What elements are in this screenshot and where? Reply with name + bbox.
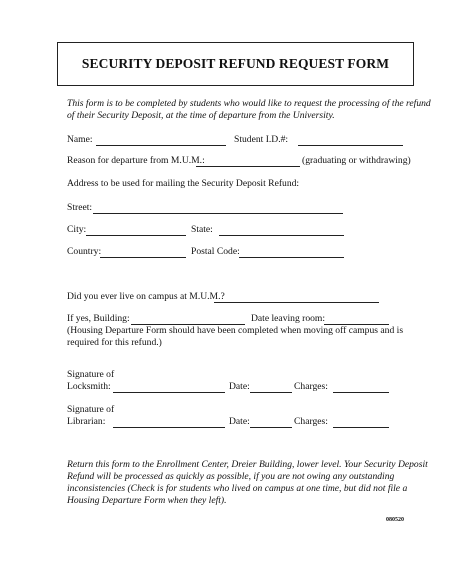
- form-code: 080520: [386, 517, 404, 523]
- building-label: If yes, Building:: [67, 313, 130, 324]
- state-label: State:: [191, 224, 213, 235]
- librarian-signature-line[interactable]: [113, 427, 225, 428]
- country-field-line[interactable]: [100, 257, 186, 258]
- date-leaving-room-label: Date leaving room:: [251, 313, 326, 324]
- name-field-line[interactable]: [96, 145, 226, 146]
- form-title: SECURITY DEPOSIT REFUND REQUEST FORM: [81, 56, 390, 71]
- reason-label: Reason for departure from M.U.M.:: [67, 155, 205, 166]
- campus-answer-line[interactable]: [214, 302, 379, 303]
- locksmith-charges-line[interactable]: [333, 392, 389, 393]
- name-label: Name:: [67, 134, 93, 145]
- footer-line-4: Housing Departure Form when they left).: [67, 495, 227, 506]
- footer-line-2: Refund will be processed as quickly as possible, if you are not owing any outstanding: [67, 471, 395, 482]
- state-field-line[interactable]: [219, 235, 344, 236]
- librarian-signature-of: Signature of: [67, 404, 115, 415]
- intro-line-1: This form is to be completed by students who would like to request the processing of the refund: [67, 98, 431, 109]
- address-heading: Address to be used for mailing the Security Deposit Refund:: [67, 178, 300, 189]
- postal-code-label: Postal Code:: [191, 246, 240, 257]
- librarian-charges-label: Charges:: [294, 416, 328, 427]
- librarian-charges-line[interactable]: [333, 427, 389, 428]
- title-box: [57, 42, 414, 86]
- postal-code-field-line[interactable]: [239, 257, 344, 258]
- reason-field-line[interactable]: [196, 166, 300, 167]
- locksmith-date-line[interactable]: [250, 392, 292, 393]
- campus-question: Did you ever live on campus at M.U.M.?: [67, 291, 225, 302]
- locksmith-label: Locksmith:: [67, 381, 111, 392]
- locksmith-signature-line[interactable]: [113, 392, 225, 393]
- reason-hint: (graduating or withdrawing): [302, 155, 411, 166]
- librarian-date-label: Date:: [229, 416, 250, 427]
- housing-note-line-2: required for this refund.): [67, 337, 162, 348]
- librarian-date-line[interactable]: [250, 427, 292, 428]
- locksmith-charges-label: Charges:: [294, 381, 328, 392]
- intro-line-2: of their Security Deposit, at the time of departure from the University.: [67, 110, 335, 121]
- city-label: City:: [67, 224, 87, 235]
- housing-note-line-1: (Housing Departure Form should have been completed when moving off campus and is: [67, 325, 404, 336]
- librarian-label: Librarian:: [67, 416, 106, 427]
- locksmith-date-label: Date:: [229, 381, 250, 392]
- footer-line-3: inconsistencies (Check is for students who lived on campus at one time, but did not file a: [67, 483, 408, 494]
- locksmith-signature-of: Signature of: [67, 369, 115, 380]
- country-label: Country:: [67, 246, 102, 257]
- footer-line-1: Return this form to the Enrollment Center, Dreier Building, lower level. Your Security Deposit: [67, 459, 428, 470]
- student-id-label: Student I.D.#:: [234, 134, 289, 145]
- street-label: Street:: [67, 202, 93, 213]
- student-id-field-line[interactable]: [298, 145, 403, 146]
- city-field-line[interactable]: [86, 235, 186, 236]
- street-field-line[interactable]: [93, 213, 343, 214]
